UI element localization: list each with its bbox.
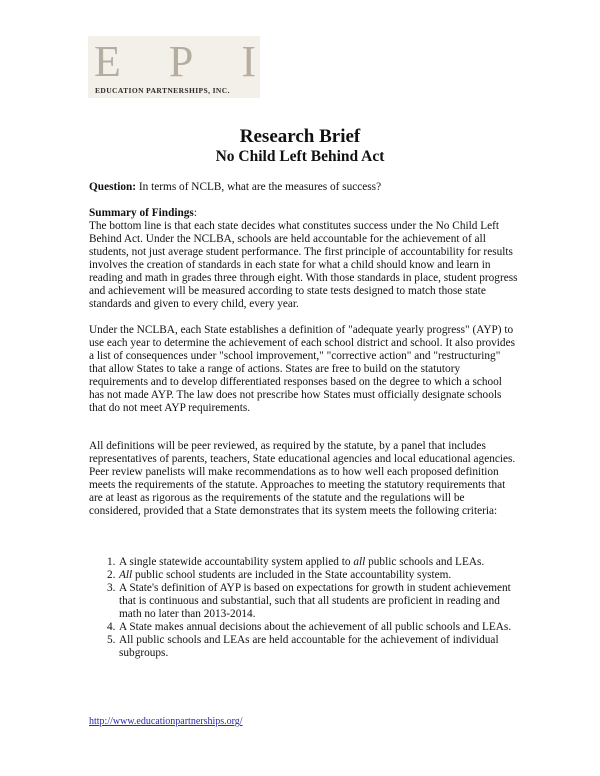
- summary-heading: [89, 207, 519, 220]
- page-title: Research Brief: [239, 126, 361, 147]
- criteria-number: 3.: [107, 582, 116, 594]
- summary-heading-colon: :: [193, 207, 197, 219]
- criteria-emphasis: all: [353, 556, 366, 568]
- summary-paragraph-2: Under the NCLBA, each State establishes a definition of "adequate yearly progress" (AYP) to use each year to determine the achievement of each school district and school. It also provides a list of consequences under "school improvement," "corrective action" and "restructuring" that allow States to take a range of actions. States are free to build on the statutory requirements and to develop differentiated responses based on the degree to which a school has not made AYP. The law does not prescribe how States must officially designate schools that do not meet AYP requirements.: [89, 324, 515, 414]
- summary-paragraph-3: All definitions will be peer reviewed, as required by the statute, by a panel that includes representatives of parents, teachers, State educational agencies and local educational agencies. Peer review panelists will make recommendations as to how well each proposed definition meets the requirements of the statute. Approaches to meeting the statutory requirements that are at least as rigorous as the requirements of the statute and the regulations will be considered, provided that a State demonstrates that its system meets the following criteria:: [89, 440, 516, 517]
- criteria-item: [89, 569, 519, 582]
- criteria-text: A State's definition of AYP is based on expectations for growth in student achievement that is continuous and substantial, such that all students are proficient in reading and math no later than 2013-2014.: [119, 582, 511, 620]
- criteria-text-end: public schools and LEAs.: [365, 556, 485, 568]
- criteria-text-end: public school students are included in the State accountability system.: [132, 569, 452, 581]
- criteria-item: [89, 634, 519, 660]
- criteria-number: 5.: [107, 634, 116, 646]
- question-text: In terms of NCLB, what are the measures of success?: [136, 181, 382, 193]
- criteria-item: [89, 582, 519, 621]
- criteria-text: A single statewide accountability system applied to: [119, 556, 354, 568]
- question-label: Question:: [89, 181, 137, 193]
- logo-subtitle: EDUCATION PARTNERSHIPS, INC.: [95, 86, 230, 95]
- criteria-emphasis: All: [119, 569, 133, 581]
- criteria-number: 4.: [107, 621, 116, 633]
- criteria-item: [89, 556, 519, 569]
- logo-letter-e: E: [94, 37, 121, 86]
- criteria-number: 2.: [107, 569, 116, 581]
- summary-heading-text: Summary of Findings: [89, 207, 194, 219]
- criteria-text: All public schools and LEAs are held accountable for the achievement of individual subgroups.: [119, 634, 499, 659]
- question: [89, 181, 519, 194]
- criteria-number: 1.: [107, 556, 116, 568]
- logo-letter-p: P: [168, 37, 194, 86]
- criteria-list: [89, 556, 519, 660]
- logo: [88, 36, 260, 98]
- criteria-item: [89, 621, 519, 634]
- criteria-text: A State makes annual decisions about the achievement of all public schools and LEAs.: [119, 621, 512, 633]
- summary-paragraph-1: The bottom line is that each state decides what constitutes success under the No Child Left Behind Act. Under the NCLBA, schools are held accountable for the achievement of all students, not just average student performance. The first principle of accountability for results involves the creation of standards in each state for what a child should know and learn in reading and math in grades three through eight. With those standards in place, student progress and achievement will be measured according to state tests designed to match those state standards and given to every child, every year.: [89, 220, 518, 310]
- logo-letters: [94, 37, 256, 86]
- footer-website-link[interactable]: http://www.educationpartnerships.org/: [89, 716, 243, 727]
- page-subtitle: No Child Left Behind Act: [215, 148, 385, 165]
- logo-letter-i: I: [241, 37, 256, 86]
